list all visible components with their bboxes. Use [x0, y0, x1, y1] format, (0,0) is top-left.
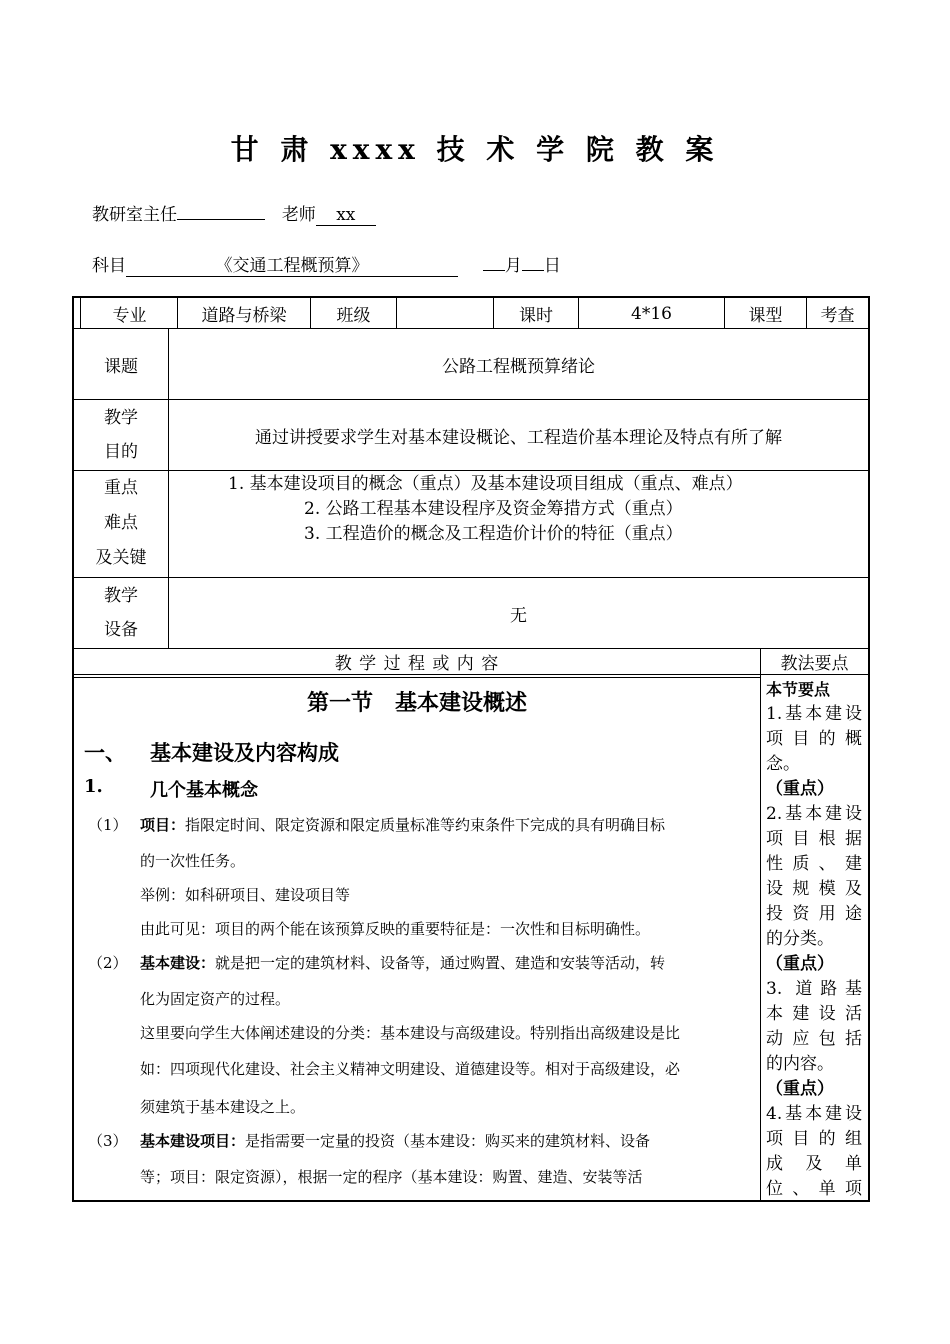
hours-value: 4*16	[631, 303, 672, 324]
side-note-line: 投资用途	[766, 904, 862, 924]
paragraph-line: 举例：如科研项目、建设项目等	[140, 886, 351, 904]
term: 基本建设项目：	[140, 1132, 246, 1150]
table-divider	[74, 677, 760, 678]
side-note-line: 项目根据	[766, 829, 862, 849]
equipment-label	[74, 578, 168, 648]
paragraph-text: 就是把一定的建筑材料、设备等，通过购置、建造和安装等活动，转	[215, 954, 666, 972]
side-note-line: （重点）	[766, 779, 834, 799]
side-note-line: 1.基本建设	[766, 704, 862, 724]
side-note-line: 动应包括	[766, 1029, 862, 1049]
goal-label	[74, 400, 168, 470]
key-item: 1. 基本建设项目的概念（重点）及基本建设项目组成（重点、难点）	[228, 474, 743, 494]
header-line-1	[92, 200, 376, 226]
hours-label: 课时	[519, 306, 553, 326]
equipment-value: 无	[510, 605, 527, 626]
paragraph-line: 的一次性任务。	[140, 852, 246, 870]
process-header: 教 学 过 程 或 内 容	[334, 654, 500, 674]
heading1-text: 基本建设及内容构成	[150, 740, 339, 765]
paragraph-number: （1）	[88, 816, 128, 834]
class-value	[397, 299, 493, 328]
director-label: 教研室主任	[92, 205, 177, 225]
key-item: 2. 公路工程基本建设程序及资金筹措方式（重点）	[304, 499, 683, 519]
major-label: 专业	[112, 306, 147, 326]
month-label: 月	[504, 256, 522, 276]
paragraph-line: 等；项目：限定资源），根据一定的程序（基本建设：购置、建造、安装等活	[140, 1168, 643, 1186]
side-note-line: 念。	[766, 754, 800, 774]
side-notes	[766, 677, 862, 1202]
term: 基本建设：	[140, 954, 216, 972]
document-title: 甘 肃 xxxx 技 术 学 院 教 案	[230, 133, 720, 166]
side-note-line: 设规模及	[766, 879, 862, 899]
side-note-line: 性质、建	[766, 854, 862, 874]
goal-label-line: 教学	[104, 408, 138, 428]
paragraph-number: （2）	[88, 954, 128, 972]
major-value: 道路与桥梁	[201, 306, 287, 326]
side-note-line: 项目的概	[766, 729, 862, 749]
side-notes-heading: 本节要点	[766, 680, 831, 699]
topic-value: 公路工程概预算绪论	[442, 356, 595, 377]
side-note-line: 4.基本建设	[766, 1104, 862, 1124]
teacher-label: 老师	[281, 205, 316, 225]
section-title: 第一节 基本建设概述	[306, 690, 527, 716]
method-header: 教法要点	[780, 654, 849, 674]
table-divider	[74, 674, 868, 675]
day-label: 日	[543, 256, 561, 276]
key-label-line: 难点	[104, 513, 138, 533]
key-label-line: 及关键	[95, 548, 147, 568]
director-field[interactable]	[177, 219, 265, 220]
teacher-field[interactable]: xx	[316, 205, 376, 226]
month-field[interactable]	[483, 270, 505, 271]
key-item: 3. 工程造价的概念及工程造价计价的特征（重点）	[304, 524, 683, 544]
paragraph-line: 化为固定资产的过程。	[140, 990, 291, 1008]
side-note-line: 的分类。	[766, 929, 834, 949]
side-note-line: 3. 道路基	[766, 979, 862, 999]
class-label: 班级	[336, 306, 371, 326]
paragraph-line	[140, 1130, 650, 1152]
term: 项目：	[140, 816, 186, 834]
table-divider	[80, 298, 81, 328]
table-divider	[74, 470, 868, 471]
equipment-label-line: 教学	[104, 586, 138, 606]
header-line-2	[92, 251, 561, 277]
side-note-line: （重点）	[766, 1079, 834, 1099]
side-note-line: 的内容。	[766, 1054, 834, 1074]
type-value: 考查	[820, 306, 855, 326]
goal-value: 通过讲授要求学生对基本建设概论、工程造价基本理论及特点有所了解	[255, 427, 782, 448]
side-note-line: （重点）	[766, 954, 834, 974]
side-note-line: 项目的组	[766, 1129, 862, 1149]
type-label: 课型	[748, 306, 783, 326]
paragraph-line	[140, 814, 665, 836]
side-note-line: 位、单项	[766, 1179, 862, 1199]
heading2-text: 几个基本概念	[150, 780, 258, 801]
table-divider	[760, 648, 761, 1200]
paragraph-number: （3）	[88, 1132, 128, 1150]
subject-field[interactable]: 《交通工程概预算》	[126, 256, 458, 277]
side-note-line: 2.基本建设	[766, 804, 862, 824]
heading2-number: 1.	[84, 776, 103, 797]
paragraph-text: 指限定时间、限定资源和限定质量标准等约束条件下完成的具有明确目标	[185, 816, 666, 834]
side-note-line: 本建设活	[766, 1004, 862, 1024]
equipment-label-line: 设备	[104, 620, 138, 640]
key-label-line: 重点	[104, 478, 138, 498]
key-label	[74, 471, 168, 576]
paragraph-line: 这里要向学生大体阐述建设的分类：基本建设与高级建设。特别指出高级建设是比	[140, 1024, 681, 1042]
goal-label-line: 目的	[104, 442, 138, 462]
heading1-number: 一、	[84, 740, 126, 765]
side-note-line: 成 及 单	[766, 1154, 862, 1174]
day-field[interactable]	[522, 270, 544, 271]
paragraph-line: 由此可见：项目的两个能在该预算反映的重要特征是：一次性和目标明确性。	[140, 920, 651, 938]
paragraph-text: 是指需要一定量的投资（基本建设：购买来的建筑材料、设备	[245, 1132, 651, 1150]
paragraph-line: 须建筑于基本建设之上。	[140, 1098, 306, 1116]
subject-label: 科目	[92, 256, 126, 276]
topic-label: 课题	[104, 356, 138, 377]
paragraph-line	[140, 952, 665, 974]
paragraph-line: 如：四项现代化建设、社会主义精神文明建设、道德建设等。相对于高级建设，必	[140, 1060, 681, 1078]
